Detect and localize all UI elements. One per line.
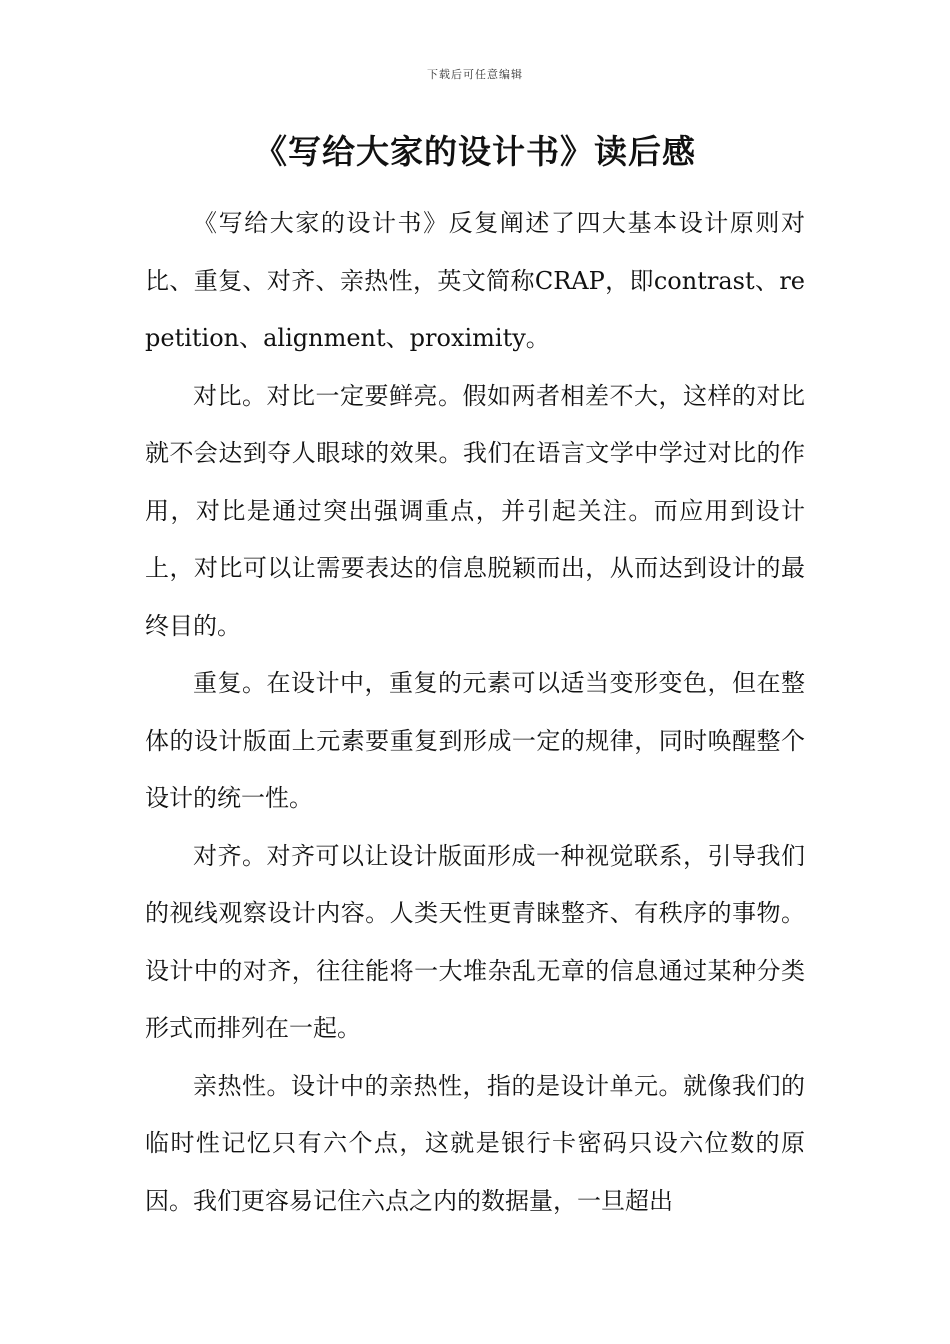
header-note: 下载后可任意编辑 [427, 68, 523, 81]
paragraph-alignment: 对齐。对齐可以让设计版面形成一种视觉联系，引导我们的视线观察设计内容。人类天性更青睐整齐、有秩序的事物。设计中的对齐，往往能将一大堆杂乱无章的信息通过某种分类形式而排列在一起。 [145, 841, 805, 1042]
paragraph-intro: 《写给大家的设计书》反复阐述了四大基本设计原则对比、重复、对齐、亲热性，英文简称CRAP，即contrast、repetition、alignment、proximity。 [145, 209, 805, 352]
paragraph-contrast: 对比。对比一定要鲜亮。假如两者相差不大，这样的对比就不会达到夺人眼球的效果。我们在语言文学中学过对比的作用，对比是通过突出强调重点，并引起关注。而应用到设计上，对比可以让需要表达的信息脱颖而出，从而达到设计的最终目的。 [145, 381, 805, 640]
paragraph-proximity: 亲热性。设计中的亲热性，指的是设计单元。就像我们的临时性记忆只有六个点，这就是银行卡密码只设六位数的原因。我们更容易记住六点之内的数据量，一旦超出 [145, 1071, 805, 1215]
document-title: 《写给大家的设计书》读后感 [254, 132, 696, 171]
paragraph-repetition: 重复。在设计中，重复的元素可以适当变形变色，但在整体的设计版面上元素要重复到形成一定的规律，同时唤醒整个设计的统一性。 [145, 669, 805, 812]
document-body [145, 195, 805, 1230]
